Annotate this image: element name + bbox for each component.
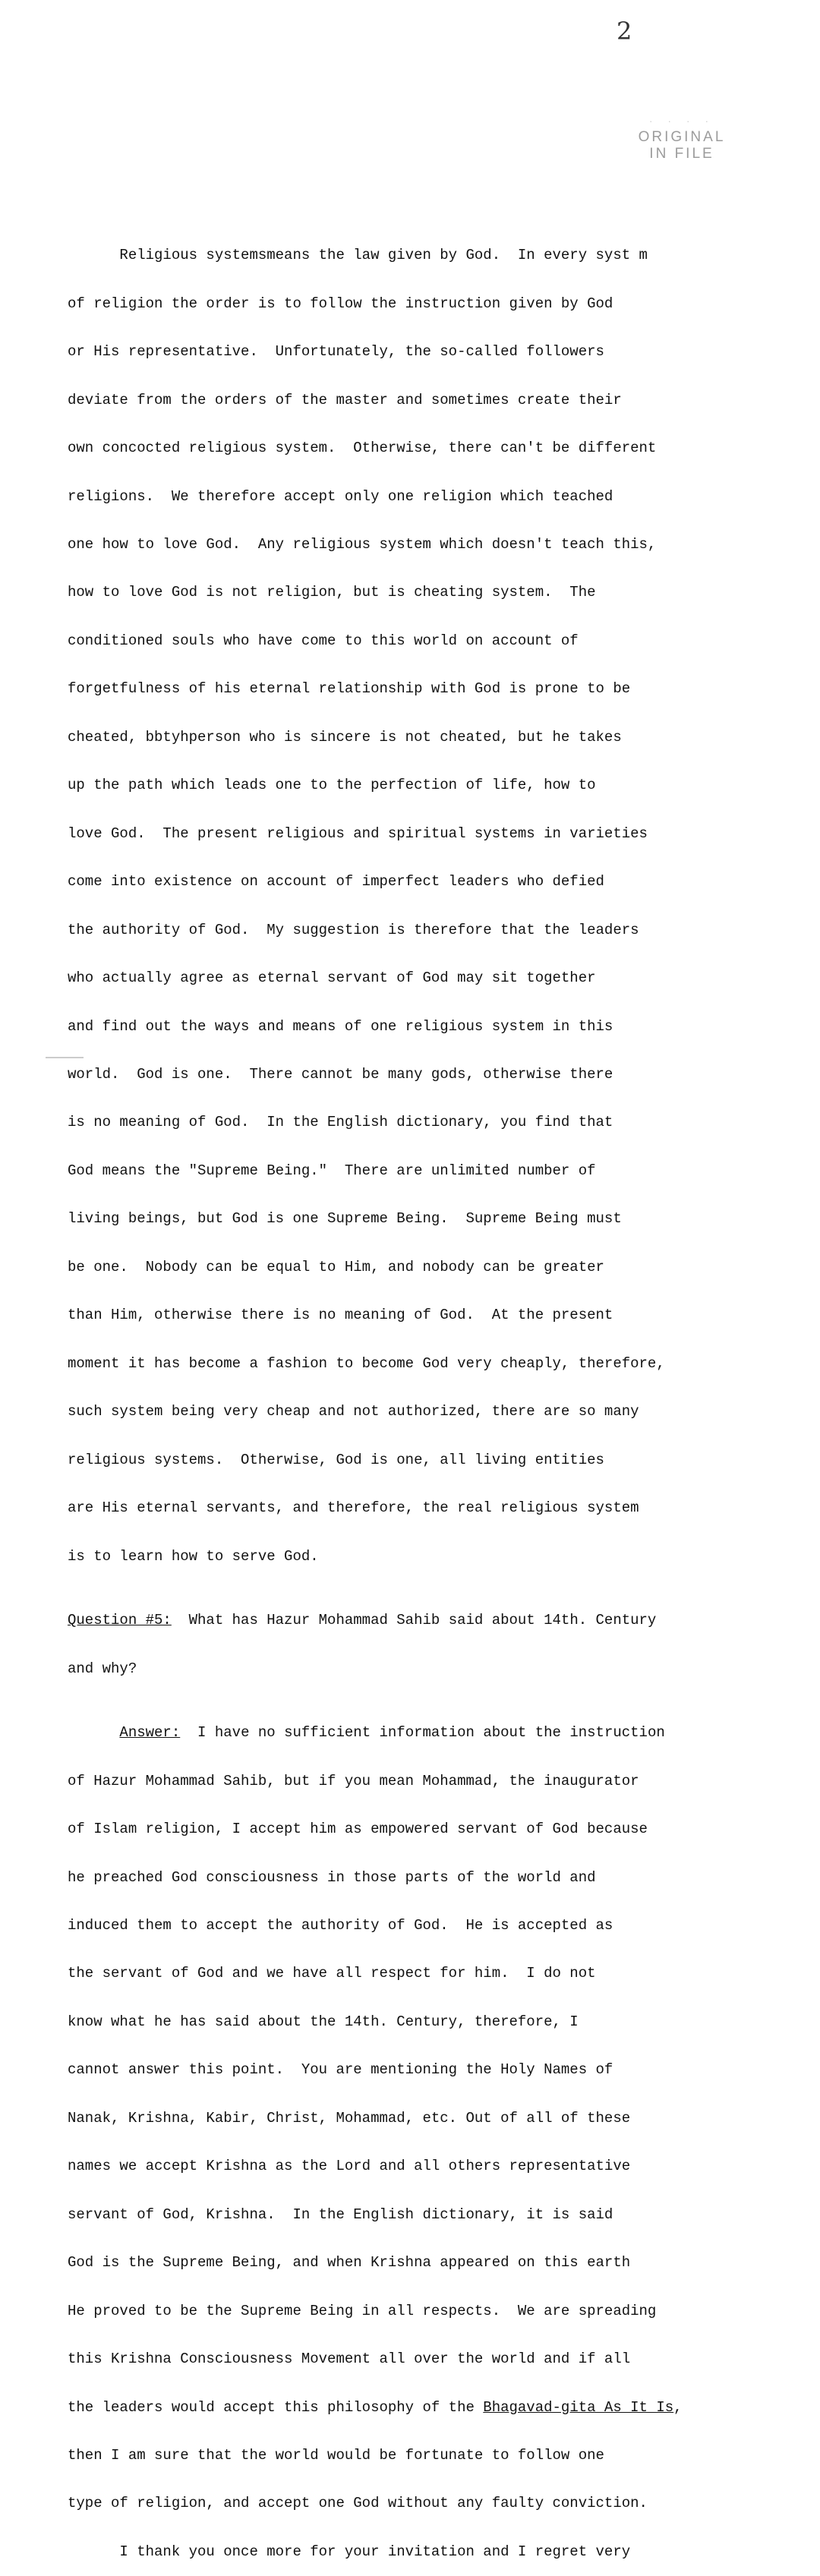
- question-text: What has Hazur Mohammad Sahib said about 14th. Century: [171, 1612, 657, 1629]
- body-line: is no meaning of God. In the English dictionary, you find that: [68, 1114, 613, 1131]
- answer-line: type of religion, and accept one God without any faulty conviction.: [68, 2495, 648, 2512]
- body-line: or His representative. Unfortunately, the so-called followers: [68, 343, 604, 361]
- answer-line: of Islam religion, I accept him as empowered servant of God because: [68, 1821, 648, 1838]
- body-line: love God. The present religious and spiritual systems in varieties: [68, 825, 648, 842]
- answer-line: of Hazur Mohammad Sahib, but if you mean Mohammad, the inaugurator: [68, 1772, 639, 1789]
- answer-first-line-text: I have no sufficient information about the instruction: [180, 1724, 665, 1742]
- body-line: Religious systemsmeans the law given by God. In every syst m: [68, 247, 648, 264]
- letter-body: [68, 216, 774, 2576]
- title-line-suffix: ,: [673, 2398, 683, 2416]
- body-line: religious systems. Otherwise, God is one, all living entities: [68, 1451, 604, 1468]
- question-label: Question #5:: [68, 1612, 172, 1629]
- answer-line: then I am sure that the world would be fortunate to follow one: [68, 2447, 604, 2464]
- body-line: be one. Nobody can be equal to Him, and nobody can be greater: [68, 1258, 604, 1275]
- answer-line: God is the Supreme Being, and when Krishna appeared on this earth: [68, 2254, 631, 2272]
- question-line: [68, 1613, 774, 1629]
- book-title: Bhagavad-gita As It Is: [483, 2398, 674, 2416]
- answer-indent: [68, 1724, 119, 1741]
- answer-line: He proved to be the Supreme Being in all respects. We are spreading: [68, 2302, 657, 2319]
- title-line-prefix: the leaders would accept this philosophy of the: [68, 2398, 484, 2416]
- answer-line: servant of God, Krishna. In the English dictionary, it is said: [68, 2206, 613, 2223]
- body-line: living beings, but God is one Supreme Being. Supreme Being must: [68, 1210, 622, 1228]
- body-line: the authority of God. My suggestion is therefore that the leaders: [68, 921, 639, 938]
- answer-line: cannot answer this point. You are mentioning the Holy Names of: [68, 2061, 613, 2079]
- answer-label: Answer:: [119, 1724, 181, 1742]
- answer-line: know what he has said about the 14th. Century, therefore, I: [68, 2013, 579, 2030]
- answer-line: I thank you once more for your invitation and I regret very: [68, 2543, 631, 2560]
- answer-line: induced them to accept the authority of God. He is accepted as: [68, 1917, 613, 1934]
- answer-line: the servant of God and we have all respect for him. I do not: [68, 1965, 596, 1982]
- body-line: up the path which leads one to the perfection of life, how to: [68, 777, 596, 794]
- body-line: deviate from the orders of the master and sometimes create their: [68, 391, 622, 408]
- body-line: conditioned souls who have come to this world on account of: [68, 632, 579, 649]
- answer-line: this Krishna Consciousness Movement all over the world and if all: [68, 2351, 631, 2368]
- body-line: is to learn how to serve God.: [68, 1547, 319, 1565]
- body-line: of religion the order is to follow the instruction given by God: [68, 295, 613, 312]
- answer-line: Nanak, Krishna, Kabir, Christ, Mohammad, etc. Out of all of these: [68, 2109, 631, 2127]
- body-line: forgetfulness of his eternal relationship with God is prone to be: [68, 680, 631, 698]
- body-line: how to love God is not religion, but is cheating system. The: [68, 584, 596, 601]
- original-in-file-stamp: [621, 112, 743, 162]
- answer-first-line: [68, 1725, 774, 1741]
- body-line: who actually agree as eternal servant of God may sit together: [68, 970, 596, 987]
- page-number: 2: [617, 17, 632, 46]
- body-line: one how to love God. Any religious system which doesn't teach this,: [68, 536, 657, 553]
- body-line: cheated, bbtyhperson who is sincere is not cheated, but he takes: [68, 728, 622, 746]
- body-line: such system being very cheap and not authorized, there are so many: [68, 1403, 639, 1420]
- body-line: than Him, otherwise there is no meaning of God. At the present: [68, 1307, 613, 1324]
- stamp-line-2: ORIGINAL: [638, 129, 726, 145]
- answer-line: he preached God consciousness in those parts of the world and: [68, 1868, 596, 1886]
- answer-title-line: [68, 2400, 774, 2416]
- body-line: come into existence on account of imperfect leaders who defied: [68, 873, 604, 891]
- body-line: religions. We therefore accept only one religion which teached: [68, 487, 613, 505]
- stamp-line-3: IN FILE: [649, 146, 714, 162]
- question-continuation: and why?: [68, 1660, 137, 1677]
- scan-edge-mark: [46, 1057, 84, 1058]
- body-line: are His eternal servants, and therefore, the real religious system: [68, 1499, 639, 1517]
- body-line: God means the "Supreme Being." There are unlimited number of: [68, 1162, 596, 1179]
- body-line: world. God is one. There cannot be many gods, otherwise there: [68, 1066, 613, 1083]
- body-line: moment it has become a fashion to become God very cheaply, therefore,: [68, 1354, 665, 1372]
- body-line: and find out the ways and means of one religious system in this: [68, 1017, 613, 1035]
- answer-line: names we accept Krishna as the Lord and all others representative: [68, 2158, 631, 2175]
- body-line: own concocted religious system. Otherwise, there can't be different: [68, 440, 657, 457]
- stamp-line-1: · · · ·: [648, 115, 715, 127]
